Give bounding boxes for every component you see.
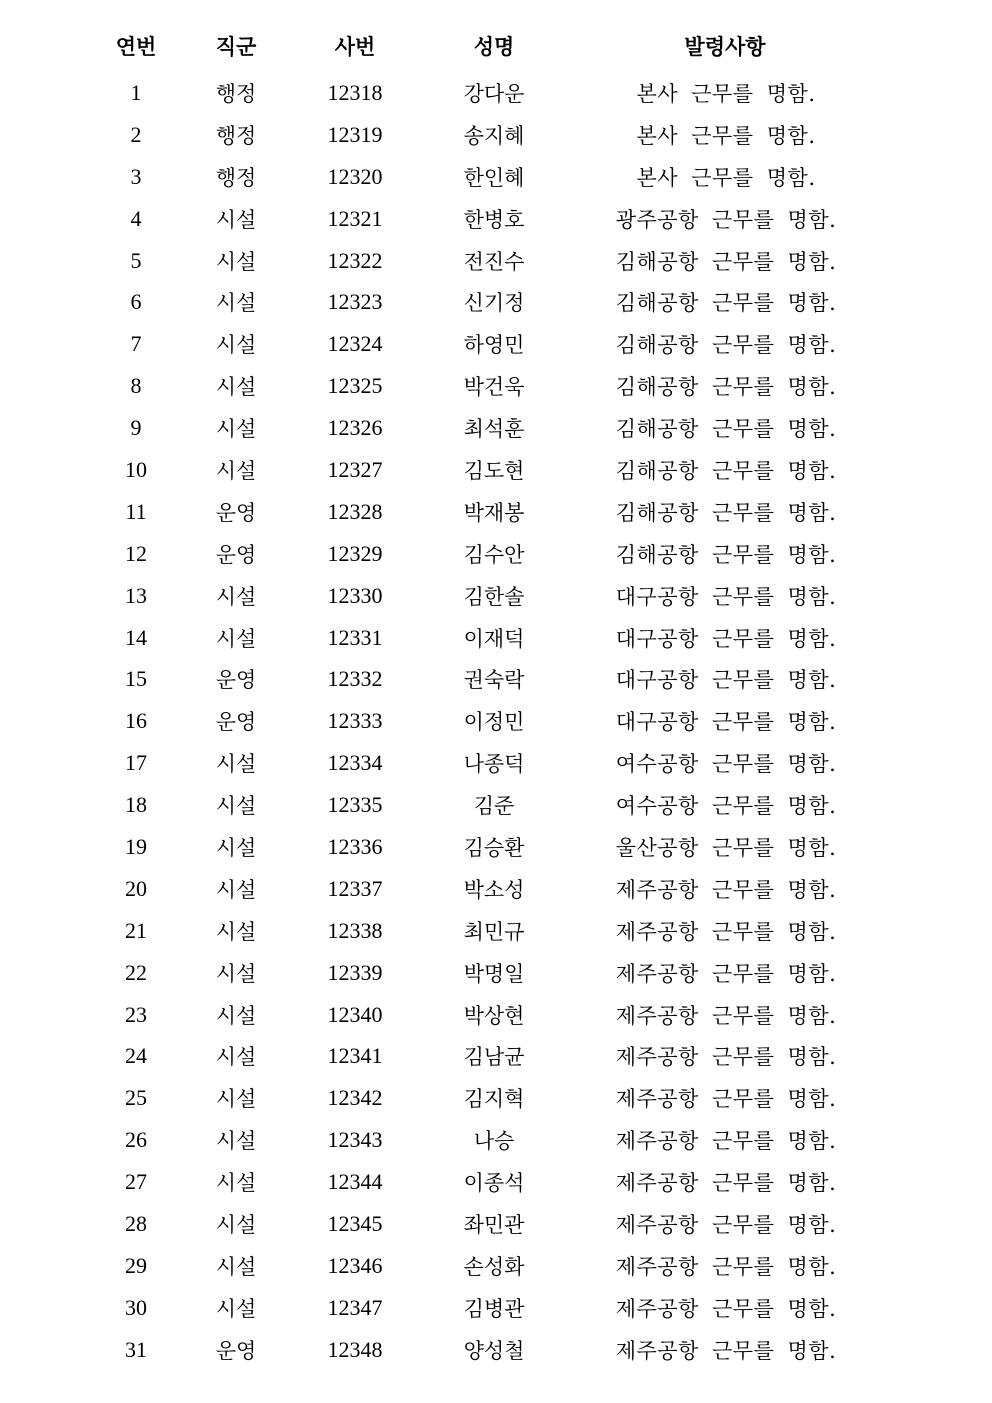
job-group-cell: 운영 — [215, 1338, 257, 1363]
name-cell: 권숙락 — [463, 668, 525, 693]
employee-id-cell: 12347 — [327, 1294, 383, 1320]
assignment-cell: 제주공항 근무를 명함. — [615, 1296, 837, 1321]
name-cell: 김도현 — [463, 458, 525, 483]
serial-number-cell: 15 — [125, 666, 147, 692]
assignment-cell: 본사 근무를 명함. — [636, 81, 816, 106]
name-cell: 박명일 — [463, 961, 525, 986]
table-row — [86, 617, 886, 659]
serial-number-cell: 6 — [130, 289, 142, 315]
serial-number-cell: 20 — [125, 875, 147, 901]
table-row — [86, 72, 886, 114]
assignment-cell: 제주공항 근무를 명함. — [615, 1338, 837, 1363]
table-row — [86, 1245, 886, 1287]
assignment-cell: 제주공항 근무를 명함. — [615, 1254, 837, 1279]
job-group-cell: 시설 — [215, 1045, 257, 1070]
name-cell: 이재덕 — [463, 626, 525, 651]
table-row — [86, 365, 886, 407]
job-group-cell: 시설 — [215, 877, 257, 902]
employee-id-cell: 12339 — [327, 959, 383, 985]
name-cell: 최민규 — [463, 919, 525, 944]
table-row — [86, 323, 886, 365]
employee-id-cell: 12330 — [327, 582, 383, 608]
table-row — [86, 700, 886, 742]
assignment-cell: 본사 근무를 명함. — [636, 165, 816, 190]
serial-number-cell: 27 — [125, 1169, 147, 1195]
job-group-cell: 시설 — [215, 291, 257, 316]
job-group-cell: 시설 — [215, 919, 257, 944]
name-cell: 김남균 — [463, 1045, 525, 1070]
job-group-cell: 시설 — [215, 1212, 257, 1237]
table-row — [86, 868, 886, 910]
table-row — [86, 1203, 886, 1245]
job-group-cell: 행정 — [215, 123, 257, 148]
table-row — [86, 910, 886, 952]
name-cell: 나승 — [473, 1129, 515, 1154]
table-row — [86, 1287, 886, 1329]
job-group-cell: 시설 — [215, 207, 257, 232]
assignment-cell: 제주공항 근무를 명함. — [615, 1129, 837, 1154]
assignment-cell: 김해공항 근무를 명함. — [615, 542, 837, 567]
serial-number-cell: 21 — [125, 917, 147, 943]
job-group-cell: 시설 — [215, 1087, 257, 1112]
assignment-cell: 대구공항 근무를 명함. — [615, 626, 837, 651]
serial-number-cell: 23 — [125, 1001, 147, 1027]
table-row — [86, 491, 886, 533]
serial-number-cell: 3 — [130, 163, 142, 189]
employee-id-cell: 12342 — [327, 1085, 383, 1111]
name-cell: 이종석 — [463, 1171, 525, 1196]
assignment-cell: 광주공항 근무를 명함. — [615, 207, 837, 232]
serial-number-cell: 9 — [130, 415, 142, 441]
table-row — [86, 114, 886, 156]
name-cell: 박소성 — [463, 877, 525, 902]
serial-number-cell: 16 — [125, 708, 147, 734]
employee-id-cell: 12319 — [327, 121, 383, 147]
job-group-cell: 시설 — [215, 1254, 257, 1279]
header-assignment: 발령사항 — [684, 34, 766, 59]
table-row — [86, 281, 886, 323]
job-group-cell: 운영 — [215, 710, 257, 735]
assignment-cell: 제주공항 근무를 명함. — [615, 961, 837, 986]
name-cell: 송지혜 — [463, 123, 525, 148]
serial-number-cell: 2 — [130, 121, 142, 147]
header-serial-number: 연번 — [115, 34, 157, 59]
job-group-cell: 행정 — [215, 165, 257, 190]
job-group-cell: 시설 — [215, 249, 257, 274]
assignment-cell: 대구공항 근무를 명함. — [615, 584, 837, 609]
employee-id-cell: 12318 — [327, 79, 383, 105]
serial-number-cell: 29 — [125, 1252, 147, 1278]
assignment-cell: 본사 근무를 명함. — [636, 123, 816, 148]
serial-number-cell: 19 — [125, 833, 147, 859]
name-cell: 김승환 — [463, 835, 525, 860]
name-cell: 박건욱 — [463, 375, 525, 400]
serial-number-cell: 12 — [125, 540, 147, 566]
name-cell: 양성철 — [463, 1338, 525, 1363]
header-name: 성명 — [473, 34, 515, 59]
serial-number-cell: 30 — [125, 1294, 147, 1320]
table-row — [86, 1077, 886, 1119]
job-group-cell: 시설 — [215, 961, 257, 986]
name-cell: 한인혜 — [463, 165, 525, 190]
employee-id-cell: 12338 — [327, 917, 383, 943]
serial-number-cell: 17 — [125, 750, 147, 776]
job-group-cell: 시설 — [215, 835, 257, 860]
serial-number-cell: 4 — [130, 205, 142, 231]
name-cell: 신기정 — [463, 291, 525, 316]
employee-id-cell: 12324 — [327, 331, 383, 357]
job-group-cell: 시설 — [215, 458, 257, 483]
employee-id-cell: 12320 — [327, 163, 383, 189]
table-row — [86, 575, 886, 617]
assignment-cell: 대구공항 근무를 명함. — [615, 668, 837, 693]
serial-number-cell: 5 — [130, 247, 142, 273]
employee-id-cell: 12329 — [327, 540, 383, 566]
assignment-cell: 김해공항 근무를 명함. — [615, 417, 837, 442]
table-row — [86, 198, 886, 240]
assignment-cell: 김해공항 근무를 명함. — [615, 249, 837, 274]
assignment-cell: 제주공항 근무를 명함. — [615, 1003, 837, 1028]
name-cell: 김준 — [473, 794, 515, 819]
table-row — [86, 240, 886, 282]
employee-id-cell: 12344 — [327, 1169, 383, 1195]
assignment-cell: 울산공항 근무를 명함. — [615, 835, 837, 860]
serial-number-cell: 7 — [130, 331, 142, 357]
employee-id-cell: 12321 — [327, 205, 383, 231]
job-group-cell: 시설 — [215, 1171, 257, 1196]
assignment-cell: 대구공항 근무를 명함. — [615, 710, 837, 735]
serial-number-cell: 31 — [125, 1336, 147, 1362]
job-group-cell: 시설 — [215, 626, 257, 651]
assignment-cell: 김해공항 근무를 명함. — [615, 458, 837, 483]
table-header-row — [86, 22, 886, 72]
employee-id-cell: 12348 — [327, 1336, 383, 1362]
table-row — [86, 1161, 886, 1203]
job-group-cell: 운영 — [215, 500, 257, 525]
header-employee-id: 사번 — [334, 34, 376, 59]
name-cell: 박상현 — [463, 1003, 525, 1028]
employee-id-cell: 12345 — [327, 1210, 383, 1236]
table-row — [86, 994, 886, 1036]
serial-number-cell: 22 — [125, 959, 147, 985]
table-row — [86, 1119, 886, 1161]
assignment-cell: 김해공항 근무를 명함. — [615, 500, 837, 525]
employee-id-cell: 12323 — [327, 289, 383, 315]
table-row — [86, 533, 886, 575]
job-group-cell: 시설 — [215, 752, 257, 777]
serial-number-cell: 11 — [125, 498, 147, 524]
name-cell: 김지혁 — [463, 1087, 525, 1112]
table-row — [86, 156, 886, 198]
job-group-cell: 시설 — [215, 1296, 257, 1321]
employee-id-cell: 12340 — [327, 1001, 383, 1027]
employee-id-cell: 12328 — [327, 498, 383, 524]
table-row — [86, 826, 886, 868]
employee-id-cell: 12332 — [327, 666, 383, 692]
name-cell: 하영민 — [463, 333, 525, 358]
employee-id-cell: 12346 — [327, 1252, 383, 1278]
employee-id-cell: 12326 — [327, 415, 383, 441]
serial-number-cell: 14 — [125, 624, 147, 650]
job-group-cell: 운영 — [215, 668, 257, 693]
table-row — [86, 449, 886, 491]
table-row — [86, 658, 886, 700]
serial-number-cell: 1 — [130, 79, 142, 105]
job-group-cell: 시설 — [215, 333, 257, 358]
assignment-cell: 제주공항 근무를 명함. — [615, 877, 837, 902]
employee-id-cell: 12343 — [327, 1127, 383, 1153]
assignment-cell: 김해공항 근무를 명함. — [615, 333, 837, 358]
serial-number-cell: 18 — [125, 792, 147, 818]
table-row — [86, 784, 886, 826]
assignment-cell: 제주공항 근무를 명함. — [615, 1212, 837, 1237]
table-row — [86, 407, 886, 449]
job-group-cell: 시설 — [215, 417, 257, 442]
assignment-cell: 김해공항 근무를 명함. — [615, 375, 837, 400]
name-cell: 한병호 — [463, 207, 525, 232]
table-row — [86, 1035, 886, 1077]
employee-id-cell: 12325 — [327, 373, 383, 399]
assignment-cell: 여수공항 근무를 명함. — [615, 794, 837, 819]
serial-number-cell: 28 — [125, 1210, 147, 1236]
assignment-cell: 제주공항 근무를 명함. — [615, 919, 837, 944]
table-row — [86, 742, 886, 784]
job-group-cell: 시설 — [215, 794, 257, 819]
employee-id-cell: 12334 — [327, 750, 383, 776]
job-group-cell: 시설 — [215, 1129, 257, 1154]
name-cell: 전진수 — [463, 249, 525, 274]
assignment-cell: 제주공항 근무를 명함. — [615, 1045, 837, 1070]
name-cell: 최석훈 — [463, 417, 525, 442]
employee-id-cell: 12327 — [327, 456, 383, 482]
employee-id-cell: 12341 — [327, 1043, 383, 1069]
job-group-cell: 시설 — [215, 584, 257, 609]
name-cell: 강다운 — [463, 81, 525, 106]
name-cell: 나종덕 — [463, 752, 525, 777]
header-job-group: 직군 — [215, 34, 257, 59]
name-cell: 좌민관 — [463, 1212, 525, 1237]
job-group-cell: 시설 — [215, 375, 257, 400]
serial-number-cell: 13 — [125, 582, 147, 608]
employee-id-cell: 12337 — [327, 875, 383, 901]
name-cell: 김한솔 — [463, 584, 525, 609]
employee-id-cell: 12333 — [327, 708, 383, 734]
serial-number-cell: 10 — [125, 456, 147, 482]
serial-number-cell: 8 — [130, 373, 142, 399]
employee-id-cell: 12336 — [327, 833, 383, 859]
name-cell: 김병관 — [463, 1296, 525, 1321]
table-row — [86, 952, 886, 994]
assignment-cell: 제주공항 근무를 명함. — [615, 1087, 837, 1112]
serial-number-cell: 24 — [125, 1043, 147, 1069]
employee-id-cell: 12331 — [327, 624, 383, 650]
name-cell: 이정민 — [463, 710, 525, 735]
employee-id-cell: 12335 — [327, 792, 383, 818]
assignment-cell: 김해공항 근무를 명함. — [615, 291, 837, 316]
table-body — [86, 72, 886, 1371]
name-cell: 박재봉 — [463, 500, 525, 525]
job-group-cell: 시설 — [215, 1003, 257, 1028]
assignment-cell: 여수공항 근무를 명함. — [615, 752, 837, 777]
serial-number-cell: 26 — [125, 1127, 147, 1153]
name-cell: 손성화 — [463, 1254, 525, 1279]
personnel-order-table — [86, 22, 886, 1371]
name-cell: 김수안 — [463, 542, 525, 567]
assignment-cell: 제주공항 근무를 명함. — [615, 1171, 837, 1196]
job-group-cell: 운영 — [215, 542, 257, 567]
serial-number-cell: 25 — [125, 1085, 147, 1111]
table-row — [86, 1329, 886, 1371]
job-group-cell: 행정 — [215, 81, 257, 106]
employee-id-cell: 12322 — [327, 247, 383, 273]
